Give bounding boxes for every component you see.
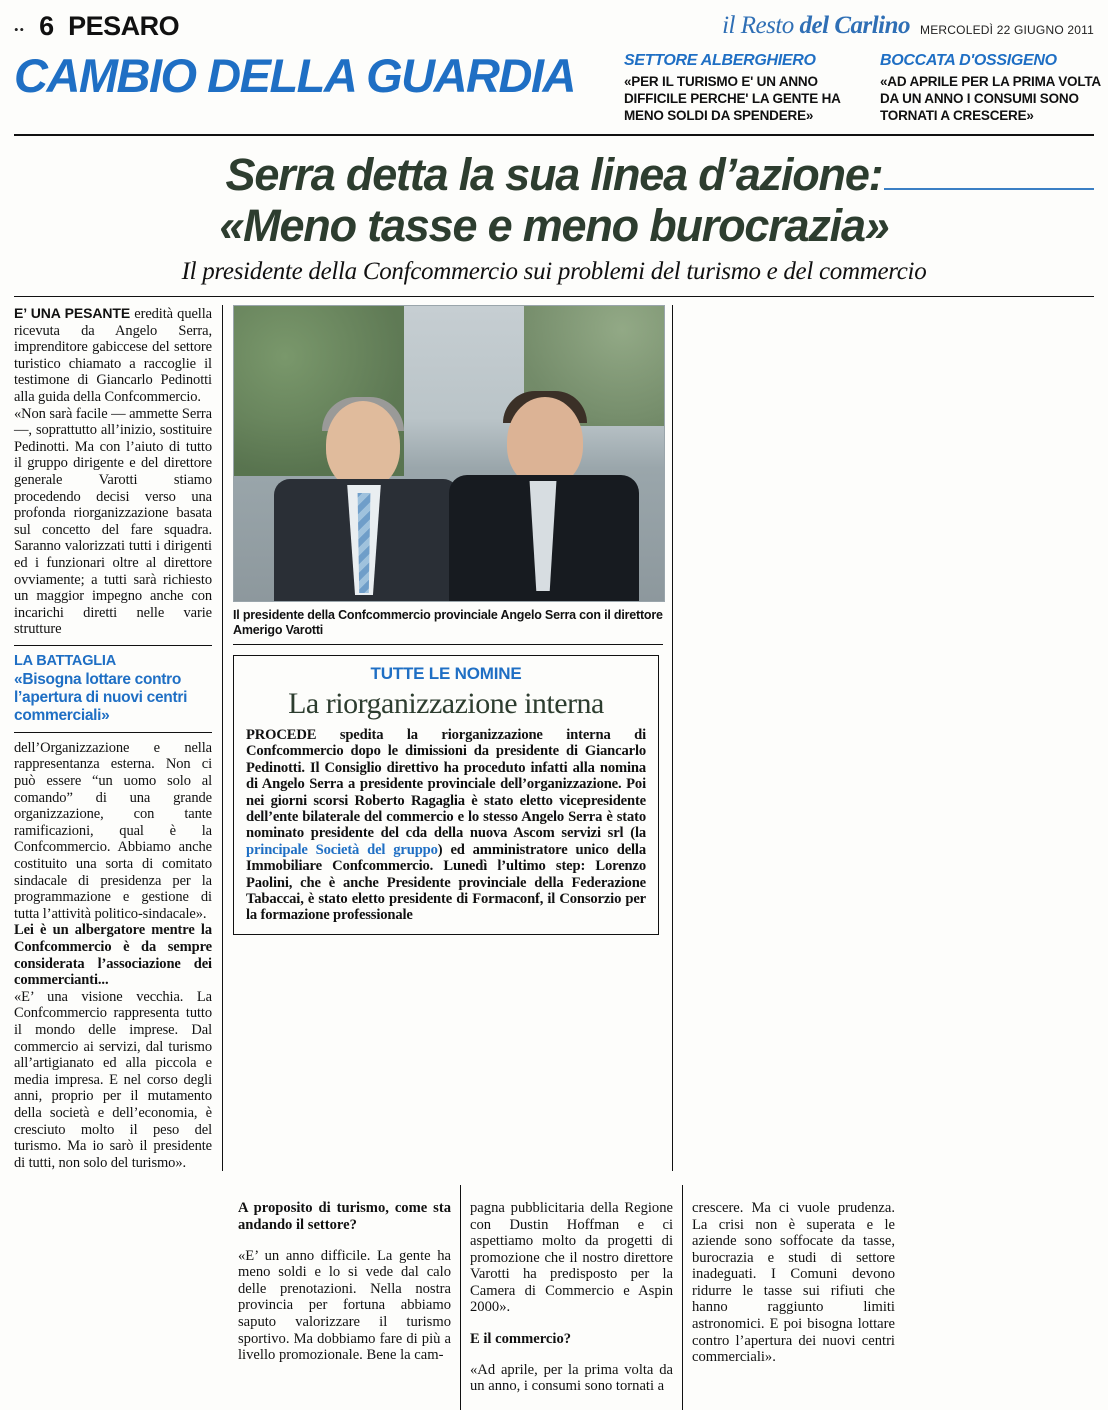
bottom-column-2 bbox=[460, 1185, 682, 1409]
logo-mid: del bbox=[799, 12, 835, 39]
headline-block bbox=[14, 150, 1094, 286]
article-photo bbox=[233, 305, 665, 602]
top-divider bbox=[14, 134, 1094, 136]
banner-box-1 bbox=[624, 52, 856, 124]
lead-rest: eredità quella ricevuta da Angelo Serra, imprenditore gabiccese del settore turistico chiamato a raccoglie il testimone di Giancarlo Pedinotti alla guida della Confcommercio. bbox=[14, 306, 212, 405]
person-head bbox=[326, 401, 400, 489]
headline-rule bbox=[14, 296, 1094, 297]
bottom-column-1 bbox=[238, 1185, 460, 1409]
banner-kicker: CAMBIO DELLA GUARDIA bbox=[14, 49, 575, 102]
article-body bbox=[14, 305, 1094, 1171]
masthead bbox=[14, 0, 1094, 44]
paragraph-2: «Non sarà facile — ammette Serra —, soprattutto all’inizio, sostituire Pedinotti. Ma con l’aiuto di tutto il gruppo dirigente e del direttore generale Varotti stiamo procedendo decisi verso una profonda riorganizzazione basata sul concetto del fare squadra. Saranno valorizzati tutti i dirigenti ed i funzionari oltre al direttore ovviamente; a tutti sarà richiesto un maggior impegno anche con incarichi diretti nelle varie strutture bbox=[14, 405, 212, 638]
banner-box-1-text: «PER IL TURISMO E' UN ANNO DIFFICILE PERCHE' LA GENTE HA MENO SOLDI DA SPENDERE» bbox=[624, 74, 841, 123]
banner-box-1-title: SETTORE ALBERGHIERO bbox=[624, 52, 816, 69]
dateline: MERCOLEDÌ 22 GIUGNO 2011 bbox=[920, 23, 1094, 37]
photo-person-varotti bbox=[449, 391, 639, 601]
question-1: Lei è un albergatore mentre la Confcommercio è da sempre considerata l’associazione dei commercianti... bbox=[14, 922, 212, 989]
page-number: 6 bbox=[39, 11, 55, 41]
bottom-question-2: E il commercio? bbox=[470, 1330, 572, 1347]
nomine-lead: PROCEDE bbox=[246, 727, 317, 743]
battaglia-rule-top bbox=[14, 645, 212, 646]
battaglia-rule-bottom bbox=[14, 732, 212, 733]
subheadline: Il presidente della Confcommercio sui problemi del turismo e del commercio bbox=[181, 258, 927, 285]
section-name: PESARO bbox=[68, 11, 180, 41]
photo-person-serra bbox=[274, 401, 459, 601]
article-column-right bbox=[672, 305, 878, 1171]
photo-caption: Il presidente della Confcommercio provinciale Angelo Serra con il direttore Amerigo Varotti bbox=[233, 608, 663, 637]
banner-box-2-title: BOCCATA D'OSSIGENO bbox=[880, 52, 1057, 69]
banner-row bbox=[14, 46, 1101, 124]
battaglia-title: LA BATTAGLIA bbox=[14, 652, 117, 669]
nomine-body bbox=[246, 727, 646, 924]
caption-rule bbox=[233, 644, 663, 645]
banner-box-2 bbox=[880, 52, 1108, 124]
bottom-column-3 bbox=[682, 1185, 904, 1409]
banner-box-2-text: «AD APRILE PER LA PRIMA VOLTA DA UN ANNO I CONSUMI SONO TORNATI A CRESCERE» bbox=[880, 74, 1101, 123]
battaglia-text: «Bisogna lottare contro l’apertura di nuovi centri commerciali» bbox=[14, 670, 188, 724]
nomine-body-highlight: principale Società del gruppo bbox=[246, 841, 438, 858]
nomine-kicker: TUTTE LE NOMINE bbox=[370, 664, 522, 683]
article-column-1 bbox=[14, 305, 222, 1171]
masthead-dots: •• bbox=[14, 22, 26, 37]
nomine-body-2: ) ed amministratore unico della Immobiliare Confcommercio. Lunedì l’ultimo step: Lorenzo Paolini, che è anche Presidente provinciale della Federazione Tabaccai, è stato eletto presidente di Formaconf, il Consorzio per la formazione professionale bbox=[246, 841, 646, 924]
nomine-title: La riorganizzazione interna bbox=[288, 687, 604, 720]
banner-side-boxes bbox=[624, 46, 1108, 124]
article-column-middle bbox=[222, 305, 672, 1171]
paragraph-lead bbox=[14, 305, 212, 406]
person-head bbox=[507, 397, 583, 487]
bottom-answer-1: «E’ un anno difficile. La gente ha meno soldi e lo si vede dal calo delle prenotazioni. Nella nostra provincia per fortuna abbiamo saputo valorizzare il turismo sportivo. Ma dobbiamo fare di più a livello promozionale. Bene la cam- bbox=[238, 1247, 451, 1364]
nomine-body-1: spedita la riorganizzazione interna di Confcommercio dopo le dimissioni da presidente di Giancarlo Pedinotti. Il Consiglio direttivo ha proceduto infatti alla nomina di Angelo Serra a presidente provinciale dell’organizzazione. Poi nei giorni scorsi Roberto Ragaglia è stato eletto vicepresidente dell’ente bilaterale del commercio e lo stesso Angelo Serra è stato nominato presidente del cda della nuova Ascom servizi srl (la bbox=[246, 727, 646, 842]
paragraph-3: dell’Organizzazione e nella rappresentanza esterna. Non ci può essere “un uomo solo al comando” di una grande organizzazione, con tante ramificazioni, qual è la Confcommercio. Abbiamo anche costituito una sorta di comitato sindacale di presidenza per la programmazione e gestione di tutta l’attività politico-sindacale». bbox=[14, 739, 212, 922]
bottom-question-1: A proposito di turismo, come sta andando il settore? bbox=[238, 1199, 451, 1233]
newspaper-logo bbox=[722, 12, 910, 40]
nomine-box bbox=[233, 655, 659, 935]
bottom-answer-2: pagna pubblicitaria della Regione con Dustin Hoffman e ci aspettiamo molto da progetti di promozione che il nostro direttore Varotti ha predisposto per la Camera di Commercio e Aspin 2000». bbox=[470, 1199, 673, 1316]
logo-prefix: il Resto bbox=[722, 12, 800, 39]
battaglia-box bbox=[14, 645, 212, 733]
masthead-right bbox=[722, 12, 1094, 42]
lead-bold-text: E’ UNA PESANTE bbox=[14, 305, 131, 321]
bottom-answer-2b: «Ad aprile, per la prima volta da un anno, i consumi sono tornati a bbox=[470, 1361, 673, 1395]
paragraph-4: «E’ una visione vecchia. La Confcommercio rappresenta tutto il mondo delle imprese. Dal commercio ai servizi, dal turismo all’artigianato ed alla piccola e media impresa. E nel corso degli anni, proprio per il mutamento della società e dell’economia, è cresciuto molto il peso del turismo. Ma io sarò il presidente di tutti, non solo del turismo». bbox=[14, 988, 212, 1171]
bottom-answer-3: crescere. Ma ci vuole prudenza. La crisi non è superata e le aziende sono soffocate da tasse, burocrazia e studi di settore inadeguati. I Comuni devono ridurre le tasse sui rifiuti che hanno raggiunto limiti astronomici. E poi bisogna lottare contro l’apertura dei nuovi centri commerciali». bbox=[692, 1199, 895, 1366]
bottom-columns bbox=[14, 1185, 1094, 1409]
blue-rule bbox=[884, 188, 1094, 190]
logo-suffix: Carlino bbox=[834, 12, 911, 39]
headline-line-2: «Meno tasse e meno burocrazia» bbox=[219, 200, 889, 251]
headline-line-1: Serra detta la sua linea d’azione: bbox=[225, 149, 883, 200]
